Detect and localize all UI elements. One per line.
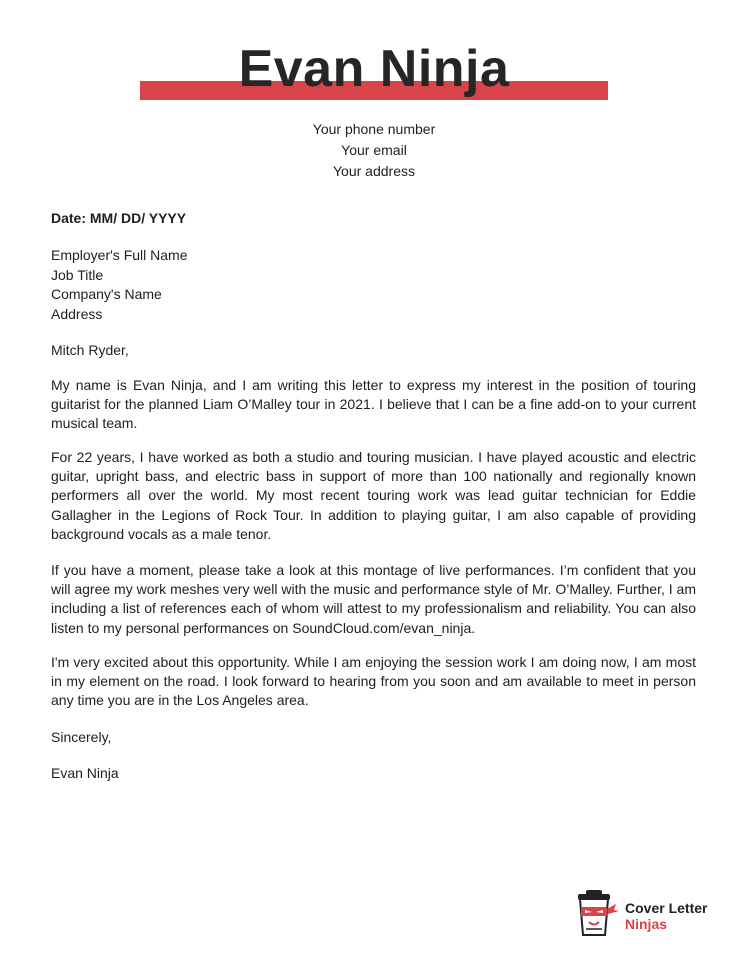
logo-wordmark (625, 900, 707, 932)
letter-date: Date: MM/ DD/ YYYY (51, 210, 187, 226)
body-paragraph-4: I'm very excited about this opportunity. While I am enjoying the session work I am doing now, I am most in my element on the road. I look forward to hearing from you soon and am available to meet in person any time you are in the Los Angeles area. (51, 654, 696, 709)
contact-address: Your address (333, 163, 415, 179)
closing: Sincerely, (51, 729, 112, 745)
contact-block (0, 119, 748, 182)
recipient-company: Company's Name (51, 286, 162, 302)
logo-line-2: Ninjas (625, 916, 668, 932)
recipient-block (51, 246, 696, 324)
contact-phone: Your phone number (312, 121, 436, 137)
signature-name: Evan Ninja (51, 765, 119, 781)
recipient-name: Employer's Full Name (51, 247, 188, 263)
contact-email: Your email (341, 142, 407, 158)
salutation: Mitch Ryder, (51, 342, 129, 358)
ninja-mascot-icon (574, 889, 620, 939)
recipient-title: Job Title (51, 266, 104, 283)
body-paragraph-1: My name is Evan Ninja, and I am writing this letter to express my interest in the position of touring guitarist for the planned Liam O’Malley tour in 2021. I believe that I can be a fine add-on to your current musical team. (51, 377, 696, 432)
recipient-address: Address (51, 305, 103, 322)
letter-header (0, 0, 748, 110)
body-paragraph-3: If you have a moment, please take a look at this montage of live performances. I’m confident that you will agree my work meshes very well with the music and performance style of Mr. O’Malley. Further, I am including a list of references each of whom will attest to my professionalism and reliability. You can also listen to my personal performances on SoundCloud.com/evan_ninja. (51, 562, 696, 636)
logo-line-1: Cover Letter (625, 900, 708, 916)
applicant-name: Evan Ninja (238, 40, 510, 98)
cover-letter-ninjas-logo (574, 889, 724, 939)
body-paragraph-2: For 22 years, I have worked as both a studio and touring musician. I have played acoustic and electric guitar, upright bass, and electric bass in support of more than 100 nationally and regionally known performers all over the world. My most recent touring work was lead guitar technician for Eddie Gallagher in the Legions of Rock Tour. In addition to playing guitar, I am also capable of providing background vocals as a male tenor. (51, 449, 696, 542)
